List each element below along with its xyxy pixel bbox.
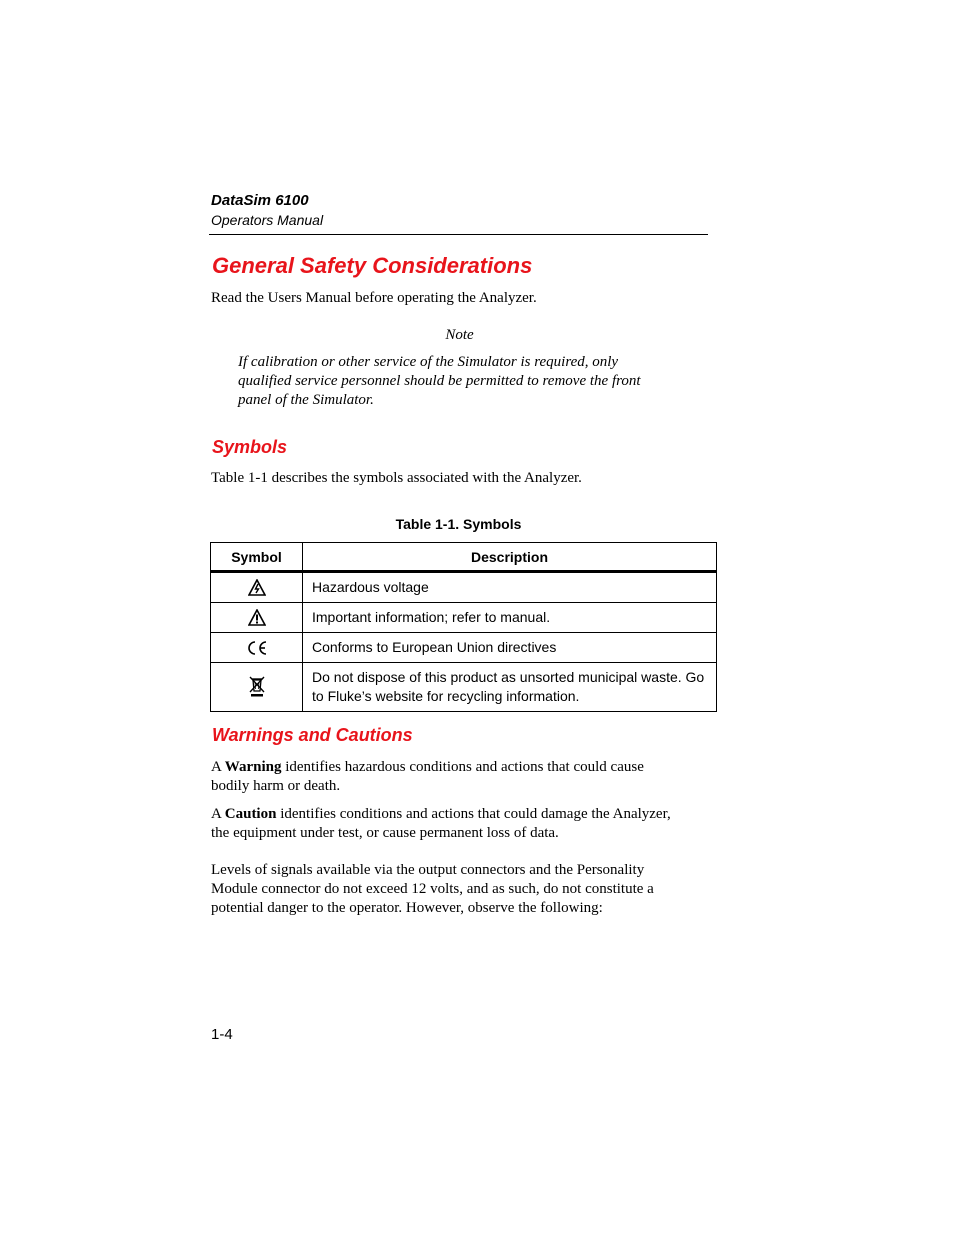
description-line: Do not dispose of this product as unsorted municipal waste. Go [312,669,705,685]
warning-text-line2: bodily harm or death. [211,778,341,794]
symbol-cell [211,663,303,712]
section-title-symbols: Symbols [212,437,288,457]
table-caption: Table 1-1. Symbols [395,516,522,532]
header-divider [209,234,708,235]
note-line: If calibration or other service of the Simulator is required, only [238,354,619,370]
description-line: to Fluke’s website for recycling information. [312,688,580,704]
caution-definition-paragraph [211,805,731,843]
warning-triangle-icon [248,609,266,626]
column-header-description: Description [303,543,717,572]
caution-text-rest: identifies conditions and actions that could damage the Analyzer, [276,806,671,822]
note-line: qualified service personnel should be permitted to remove the front [238,373,641,389]
caution-text-a: A [211,806,225,822]
warning-text-a: A [211,759,225,775]
warning-definition-paragraph [211,758,711,796]
symbols-intro-text: Table 1-1 describes the symbols associated with the Analyzer. [211,470,582,486]
caution-text-line2: the equipment under test, or cause permanent loss of data. [211,825,559,841]
section-title-general-safety: General Safety Considerations [212,253,533,278]
paragraph-line: potential danger to the operator. However, observe the following: [211,900,603,916]
running-header-product: DataSim 6100 [211,192,309,209]
column-header-symbol: Symbol [211,543,303,572]
description-cell [303,663,717,712]
hazardous-voltage-icon [248,579,266,596]
description-cell: Important information; refer to manual. [303,603,717,633]
weee-bin-icon [249,676,265,698]
general-intro-text: Read the Users Manual before operating the Analyzer. [211,290,537,306]
warning-text-rest: identifies hazardous conditions and actions that could cause [281,759,644,775]
paragraph-line: Module connector do not exceed 12 volts, and as such, do not constitute a [211,881,654,897]
page-number: 1-4 [211,1026,233,1043]
paragraph-line: Levels of signals available via the output connectors and the Personality [211,862,645,878]
table-header-row [211,543,717,572]
note-label: Note [445,327,474,343]
ce-mark-icon [246,640,268,656]
description-cell: Hazardous voltage [303,572,717,603]
description-cell: Conforms to European Union directives [303,633,717,663]
running-header-manual: Operators Manual [211,212,324,228]
symbols-table [210,542,717,712]
symbol-cell [211,603,303,633]
section-title-warnings-cautions: Warnings and Cautions [212,725,413,745]
caution-term: Caution [224,806,277,822]
note-line: panel of the Simulator. [238,392,374,408]
symbol-cell [211,572,303,603]
note-body [238,353,641,410]
symbol-cell [211,633,303,663]
signal-levels-paragraph [211,861,731,918]
table-row [211,603,717,633]
table-row [211,633,717,663]
table-row [211,572,717,603]
warning-term: Warning [224,759,282,775]
table-row [211,663,717,712]
